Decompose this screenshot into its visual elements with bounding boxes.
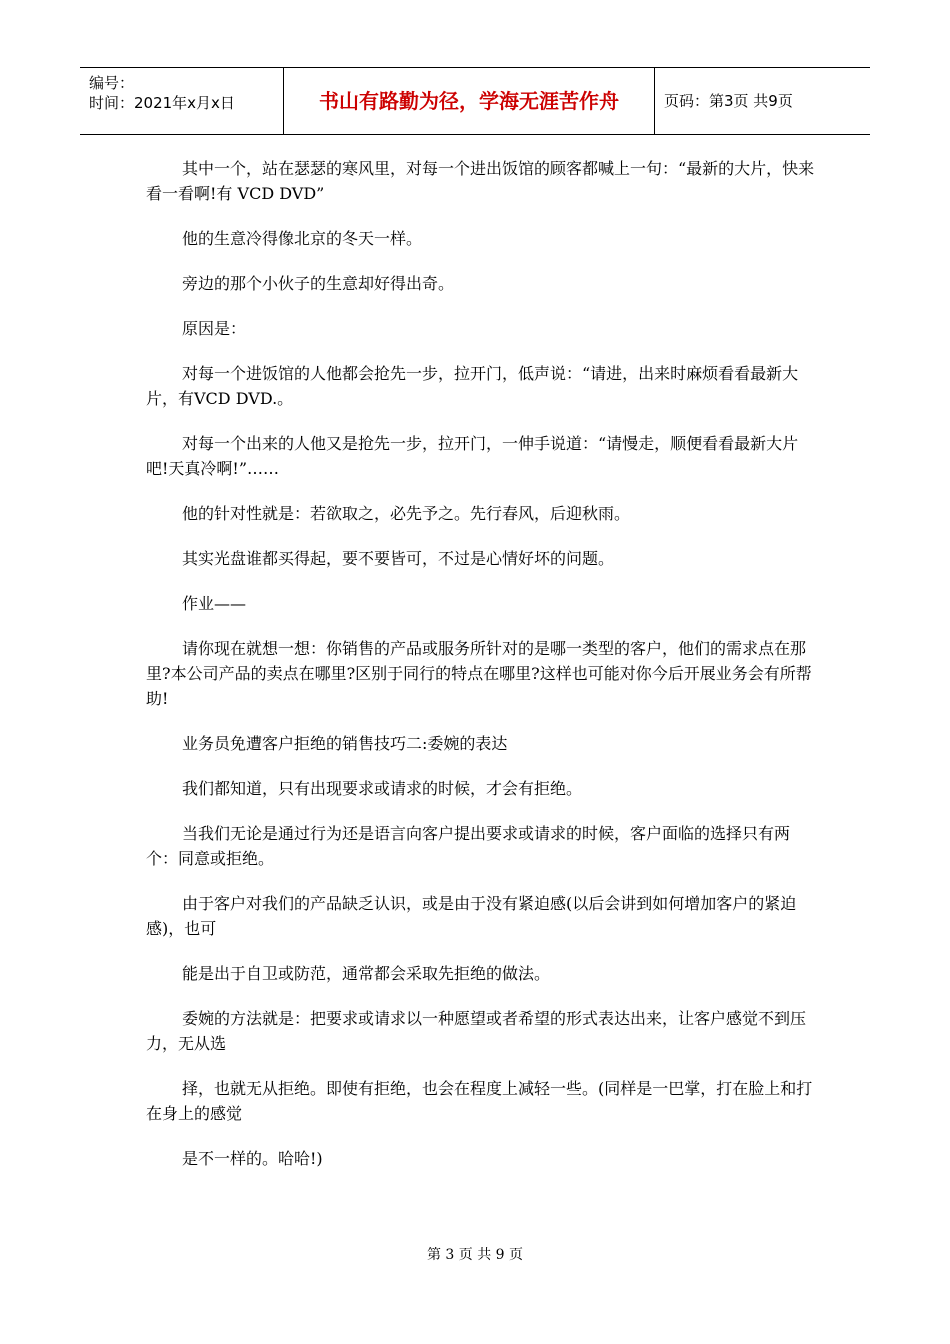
page-footer: 第 3 页 共 9 页 [426, 1247, 524, 1263]
header-motto: 书山有路勤为径，学海无涯苦作舟 [284, 68, 655, 134]
section-heading: 业务员免遭客户拒绝的销售技巧二:委婉的表达 [182, 734, 508, 753]
paragraph-15: 能是出于自卫或防范，通常都会采取先拒绝的做法。 [182, 964, 551, 983]
paragraph-4: 原因是： [182, 319, 247, 338]
paragraph-1: 其中一个，站在瑟瑟的寒风里，对每一个进出饭馆的顾客都喊上一句：“最新的大片，快来看一看啊!有 VCD DVD” [146, 159, 815, 203]
paragraph-16: 委婉的方法就是：把要求或请求以一种愿望或者希望的形式表达出来，让客户感觉不到压力，无从选 [146, 1009, 807, 1053]
paragraph-13: 当我们无论是通过行为还是语言向客户提出要求或请求的时候，客户面临的选择只有两个：同意或拒绝。 [146, 824, 791, 868]
paragraph-8: 其实光盘谁都买得起，要不要皆可，不过是心情好坏的问题。 [182, 549, 615, 568]
paragraph-10: 请你现在就想一想：你销售的产品或服务所针对的是哪一类型的客户，他们的需求点在那里?本公司产品的卖点在哪里?区别于同行的特点在哪里?这样也可能对你今后开展业务会有所帮助! [146, 639, 812, 708]
header-page-info: 页码：第3页 共9页 [664, 92, 793, 110]
paragraph-18: 是不一样的。哈哈!) [182, 1149, 323, 1168]
document-number-label: 编号： [89, 74, 135, 92]
paragraph-6: 对每一个出来的人他又是抢先一步，拉开门，一伸手说道：“请慢走，顺便看看最新大片吧!天真冷啊!”…… [146, 434, 799, 478]
paragraph-3: 旁边的那个小伙子的生意却好得出奇。 [182, 274, 455, 293]
paragraph-9: 作业—— [182, 594, 247, 613]
document-body [146, 156, 816, 1191]
page-header [80, 67, 870, 135]
paragraph-7: 他的针对性就是：若欲取之，必先予之。先行春风，后迎秋雨。 [182, 504, 631, 523]
document-date-label: 时间：2021年x月x日 [89, 94, 235, 112]
paragraph-14: 由于客户对我们的产品缺乏认识，或是由于没有紧迫感(以后会讲到如何增加客户的紧迫感)，也可 [146, 894, 797, 938]
paragraph-17: 择，也就无从拒绝。即使有拒绝，也会在程度上减轻一些。(同样是一巴掌，打在脸上和打在身上的感觉 [146, 1079, 813, 1123]
header-meta-cell [80, 68, 284, 134]
paragraph-2: 他的生意冷得像北京的冬天一样。 [182, 229, 423, 248]
paragraph-12: 我们都知道，只有出现要求或请求的时候，才会有拒绝。 [182, 779, 583, 798]
paragraph-5: 对每一个进饭馆的人他都会抢先一步，拉开门，低声说：“请进，出来时麻烦看看最新大片，有VCD DVD.。 [146, 364, 799, 408]
